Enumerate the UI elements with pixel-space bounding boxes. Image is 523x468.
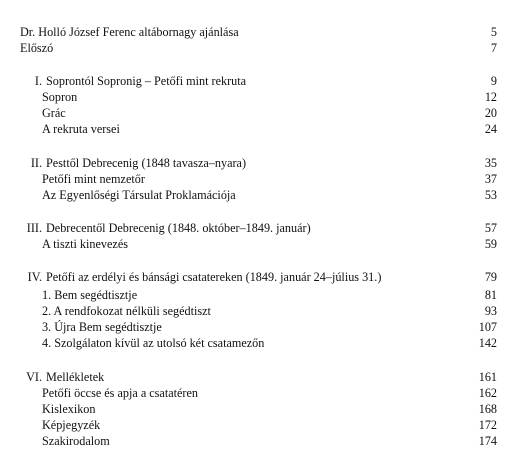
toc-entry bbox=[0, 121, 523, 137]
toc-entry bbox=[0, 385, 523, 401]
toc-part-label: Petőfi az erdélyi és bánsági csatatereken (1849. január 24–július 31.) bbox=[46, 270, 382, 284]
toc-entry-page: 12 bbox=[484, 90, 497, 104]
toc-entry-title: Előszó bbox=[20, 41, 54, 55]
toc-entry-title: Petőfi öccse és apja a csatatéren bbox=[42, 386, 198, 400]
toc-entry-page: 174 bbox=[478, 434, 497, 448]
toc-entry-page: 9 bbox=[490, 74, 497, 88]
toc-entry-title: Szakirodalom bbox=[42, 434, 110, 448]
toc-entry-title: Petőfi mint nemzetőr bbox=[42, 172, 145, 186]
toc-part-number: III. bbox=[26, 221, 42, 235]
toc-entry-page: 162 bbox=[478, 386, 497, 400]
toc-entry-title: 2. A rendfokozat nélküli segédtiszt bbox=[42, 304, 211, 318]
toc-part-number: VI. bbox=[26, 370, 42, 384]
toc-part-entry bbox=[0, 269, 523, 285]
toc-entry-title: Sopron bbox=[42, 90, 78, 104]
toc-entry-page: 168 bbox=[478, 402, 497, 416]
toc-part-title bbox=[20, 369, 104, 385]
toc-entry-page: 20 bbox=[484, 106, 497, 120]
toc-entry-title: 1. Bem segédtisztje bbox=[42, 288, 138, 302]
toc-part-entry bbox=[0, 73, 523, 89]
toc-entry-title: Az Egyenlőségi Társulat Proklamációja bbox=[42, 188, 236, 202]
toc-entry bbox=[0, 40, 523, 56]
toc-entry bbox=[0, 236, 523, 252]
toc-entry-page: 107 bbox=[478, 320, 497, 334]
toc-part-label: Soprontól Sopronig – Petőfi mint rekruta bbox=[46, 74, 247, 88]
toc-part-label: Mellékletek bbox=[46, 370, 105, 384]
toc-part-label: Pesttől Debrecenig (1848 tavasza–nyara) bbox=[46, 156, 246, 170]
toc-part-label: Debrecentől Debrecenig (1848. október–1849. január) bbox=[46, 221, 311, 235]
toc-entry-page: 5 bbox=[490, 25, 497, 39]
toc-entry-page: 59 bbox=[484, 237, 497, 251]
toc-entry bbox=[0, 105, 523, 121]
toc-part-entry bbox=[0, 220, 523, 236]
toc-entry bbox=[0, 401, 523, 417]
toc-part-entry bbox=[0, 155, 523, 171]
toc-entry-title: A rekruta versei bbox=[42, 122, 120, 136]
toc-entry-title: Képjegyzék bbox=[42, 418, 101, 432]
toc-entry-page: 79 bbox=[484, 270, 497, 284]
toc-entry bbox=[0, 417, 523, 433]
toc-part-number: II. bbox=[30, 156, 42, 170]
toc-part-number: IV. bbox=[27, 270, 42, 284]
toc-entry-title: Grác bbox=[42, 106, 66, 120]
toc-entry bbox=[0, 433, 523, 449]
toc-entry-title: 4. Szolgálaton kívül az utolsó két csatamezőn bbox=[42, 336, 265, 350]
toc-entry bbox=[0, 287, 523, 303]
toc-entry bbox=[0, 171, 523, 187]
toc-entry-page: 37 bbox=[484, 172, 497, 186]
toc-part-entry bbox=[0, 369, 523, 385]
toc-entry-page: 93 bbox=[484, 304, 497, 318]
toc-part-title bbox=[20, 155, 246, 171]
toc-entry bbox=[0, 303, 523, 319]
toc-entry-page: 172 bbox=[478, 418, 497, 432]
toc-entry-title: 3. Újra Bem segédtisztje bbox=[42, 320, 162, 334]
toc-entry-page: 57 bbox=[484, 221, 497, 235]
toc-entry-title: Dr. Holló József Ferenc altábornagy ajánlása bbox=[20, 25, 239, 39]
toc-part-number: I. bbox=[34, 74, 42, 88]
toc-part-title bbox=[20, 73, 246, 89]
toc-entry-title: A tiszti kinevezés bbox=[42, 237, 128, 251]
toc-entry-title: Kislexikon bbox=[42, 402, 96, 416]
toc-entry-page: 161 bbox=[478, 370, 497, 384]
toc-entry bbox=[0, 319, 523, 335]
toc-entry bbox=[0, 24, 523, 40]
toc-entry-page: 142 bbox=[478, 336, 497, 350]
toc-entry-page: 24 bbox=[484, 122, 497, 136]
toc-entry bbox=[0, 89, 523, 105]
toc-entry-page: 35 bbox=[484, 156, 497, 170]
toc-part-title bbox=[20, 269, 381, 285]
toc-entry-page: 53 bbox=[484, 188, 497, 202]
toc-entry bbox=[0, 335, 523, 351]
toc-entry bbox=[0, 187, 523, 203]
toc-entry-page: 7 bbox=[490, 41, 497, 55]
toc-entry-page: 81 bbox=[484, 288, 497, 302]
toc-part-title bbox=[20, 220, 311, 236]
